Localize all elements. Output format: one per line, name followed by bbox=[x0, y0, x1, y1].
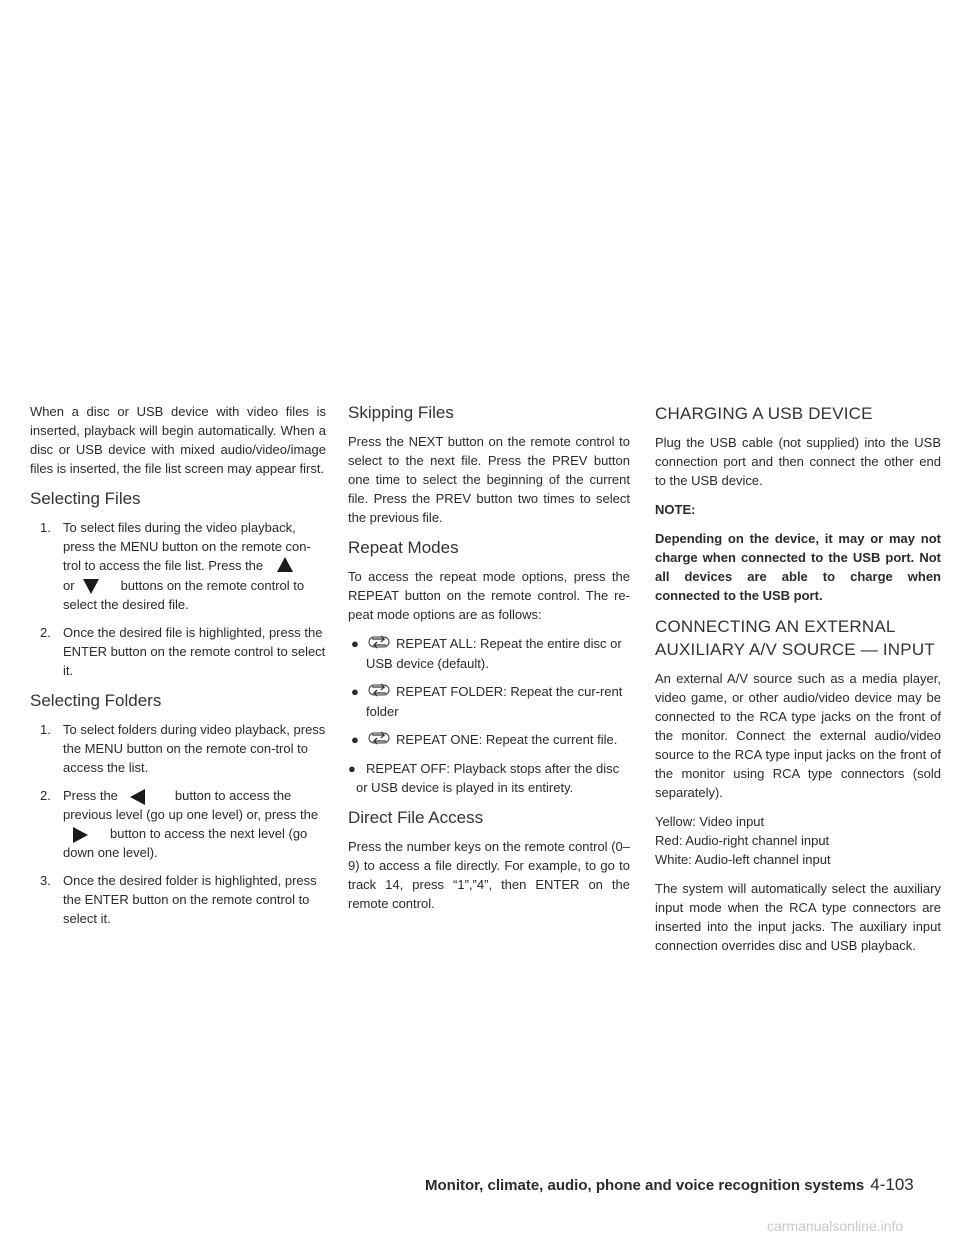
column-2 bbox=[348, 402, 630, 923]
repeat-list bbox=[348, 634, 630, 797]
list-item: 1. To select files during the video playback, press the MENU button on the remote con-trol to access the file list. Press the or buttons on the remote control to select the desired file. bbox=[40, 520, 311, 613]
red-input: Red: Audio-right channel input bbox=[655, 833, 830, 848]
repeat-one-icon bbox=[368, 731, 390, 750]
intro-paragraph: When a disc or USB device with video files is inserted, playback will begin automatically. When a disc or USB device with mixed audio/video/image files is inserted, the file list screen may appear first. bbox=[30, 404, 326, 476]
list-item: 1. To select folders during video playback, press the MENU button on the remote con-trol to access the list. bbox=[40, 722, 326, 776]
external-paragraph: An external A/V source such as a media player, video game, or other audio/video device may be connected to the RCA type jacks on the front of the monitor. Connect the external audio/video source to the RCA type input jacks on the front of the monitor using RCA type connectors (sold separately). bbox=[655, 671, 941, 800]
up-arrow-icon bbox=[277, 557, 293, 572]
list-item: 2. Press the button to access the previous level (go up one level) or, press thebutton to access the next level (go down one level). bbox=[40, 788, 319, 861]
list-item: 3. Once the desired folder is highlighted, press the ENTER button on the remote control to select it. bbox=[40, 873, 317, 927]
column-3 bbox=[655, 402, 941, 965]
external-paragraph-2: The system will automatically select the auxiliary input mode when the RCA type connectors are inserted into the input jacks. The auxiliary input connection overrides disc and USB playback. bbox=[655, 881, 941, 953]
list-item: ● REPEAT ALL: Repeat the entire disc or USB device (default). bbox=[351, 636, 622, 672]
note-paragraph: Depending on the device, it may or may not charge when connected to the USB port. Not all devices are able to charge when connected to the USB port. bbox=[655, 531, 941, 603]
yellow-input: Yellow: Video input bbox=[655, 814, 765, 829]
note-label: NOTE: bbox=[655, 502, 696, 517]
input-list bbox=[655, 812, 941, 869]
list-item: 2. Once the desired file is highlighted, press the ENTER button on the remote control to select it. bbox=[40, 625, 326, 679]
skipping-paragraph: Press the NEXT button on the remote control to select to the next file. Press the PREV button one time to select the beginning of the current file. Press the PREV button two times to select the previous file. bbox=[348, 434, 630, 525]
right-arrow-icon bbox=[73, 827, 88, 843]
list-item: ● REPEAT ONE: Repeat the current file. bbox=[348, 730, 630, 750]
heading-repeat-modes: Repeat Modes bbox=[348, 538, 459, 557]
heading-selecting-folders: Selecting Folders bbox=[30, 691, 162, 711]
heading-charging-usb: CHARGING A USB DEVICE bbox=[655, 404, 873, 423]
watermark: carmanualsonline.info bbox=[767, 1218, 904, 1234]
white-input: White: Audio-left channel input bbox=[655, 852, 831, 867]
repeat-paragraph: To access the repeat mode options, press the REPEAT button on the remote control. The re-peat mode options are as follows: bbox=[348, 569, 630, 622]
heading-skipping-files: Skipping Files bbox=[348, 403, 454, 422]
repeat-folder-icon bbox=[368, 683, 390, 702]
charging-paragraph: Plug the USB cable (not supplied) into the USB connection port and then connect the other end to the USB device. bbox=[655, 435, 941, 488]
page-number: 4-103 bbox=[870, 1175, 914, 1194]
down-arrow-icon bbox=[83, 579, 99, 594]
left-arrow-icon bbox=[130, 789, 145, 805]
direct-paragraph: Press the number keys on the remote control (0–9) to access a file directly. For example, to go to track 14, press “1”,”4”, then ENTER on the remote control. bbox=[348, 839, 630, 912]
selecting-folders-list bbox=[30, 720, 326, 928]
list-item: ● REPEAT OFF: Playback stops after the disc or USB device is played in its entirety. bbox=[348, 761, 620, 796]
section-title: Monitor, climate, audio, phone and voice recognition systems bbox=[425, 1177, 865, 1194]
repeat-all-icon bbox=[368, 635, 390, 654]
list-item: ● REPEAT FOLDER: Repeat the cur-rent folder bbox=[351, 684, 623, 720]
column-1 bbox=[30, 402, 326, 937]
heading-selecting-files: Selecting Files bbox=[30, 489, 141, 508]
selecting-files-list bbox=[30, 518, 326, 680]
heading-direct-file-access: Direct File Access bbox=[348, 808, 484, 828]
heading-external-source: CONNECTING AN EXTERNAL AUXILIARY A/V SOURCE — INPUT bbox=[655, 617, 935, 659]
page-footer bbox=[425, 1175, 945, 1195]
